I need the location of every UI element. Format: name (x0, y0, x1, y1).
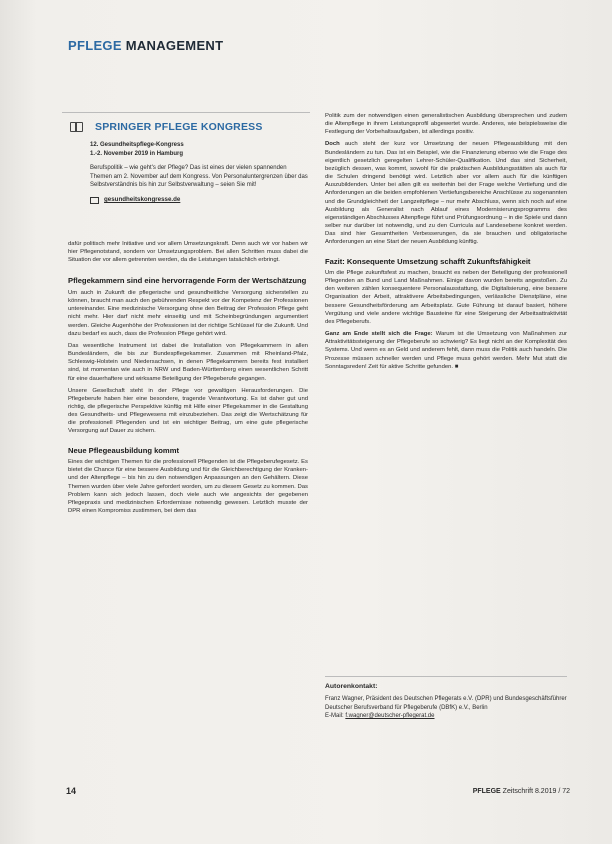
kongress-link[interactable] (90, 196, 310, 205)
email-link[interactable]: f.wagner@deutscher-pflegerat.de (345, 712, 435, 719)
monitor-icon (90, 197, 99, 204)
page-number: 14 (66, 786, 77, 796)
paragraph: Um auch in Zukunft die pflegerische und gesundheitliche Versorgung sicherstellen zu können, braucht man auch den gebührenden Respekt vor der Kompetenz der Professionen untereinander. Eine medizinische Versorgung ohne den Beitrag der Profession Pflege geht nicht mehr. Hier darf nicht mehr einseitig und mit Scheinbegründungen argumentiert werden. Gleiche Augenhöhe der Professionen ist der richtige Schlüssel für die Zukunft. Und dazu bedarf es auch, dass die Profession Pflege gehört wird. (68, 289, 308, 337)
paragraph: Um die Pflege zukunftsfest zu machen, braucht es neben der Beteiligung der professionell Pflegenden an Bund und Land Maßnahmen. Einige davon wurden bereits angestoßen. Zu den weiteren zählen konsequentere Personalausstattung, die Digitalisierung, eine bessere Organisation der Arbeit, attraktivere Arbeitsbedingungen, verlässliche Dienstpläne, eine bessere Gesundheitsförderung am Arbeitsplatz. Gute Führung ist darauf basiert, höhere Vergütung und viele andere wichtige Bausteine für eine Steigerung der Arbeitsattraktivität des Pflegeberufs. (325, 270, 567, 325)
paragraph: Politik zum der notwendigen einen generalistischen Ausbildung übersprechen und zudem die Altenpflege in ihrem Leistungsprofil abgewertet wurde. Anderes, wie beispielsweise die Festlegung der Vorbehaltsaufgaben, ist allerdings positiv. (325, 113, 567, 136)
kongress-description: Berufspolitik – wie geht's der Pflege? Das ist eines der vielen spannenden Themen am 2. November auf dem Kongress. Von Personaluntergrenzen über das Selbstverständnis bis hin zur Selbstverwaltung – seien Sie mit! (90, 165, 308, 189)
book-icon (70, 122, 83, 132)
paragraph: dafür politisch mehr Initiative und vor allem Umsetzungskraft. Denn auch wir vor haben wir hier Pflegenotstand, sondern vor Umsetzungsproblem. Bei allen Schritten muss dabei die Situation der vor allem getrennten werden, da die Leistungen tatsächlich erbringt. (68, 241, 308, 264)
email-label: E-Mail: (325, 712, 344, 719)
section-heading: Pflegekammern sind eine hervorragende Form der Wertschätzung (68, 276, 307, 286)
kongress-box-body (90, 141, 310, 205)
author-contact-box (325, 676, 567, 720)
paragraph: Eines der wichtigen Themen für die professionell Pflegenden ist die Pflegeberufegesetz. Es bietet die Chance für eine bessere Ausbildung und für die Gleichberechtigung der Kranken- und der Altenpflege – bis hin zu den notwendigen Anpassungen an den Gehältern. Diese Themen wurden über viele Jahre gefordert worden, um zu diesem Gesetz zu kommen. Das Problem kann sich jedoch lassen, doch viele auch wie angesichts der gegebenen Pflegepraxis und medizinischen Erfordernisse notwendig gewesen. Letztlich musste der DPR einen Kompromiss zustimmen, bei dem das (68, 459, 308, 515)
header-brand: PFLEGE (68, 38, 122, 53)
section-heading: Neue Pflegeausbildung kommt (68, 445, 179, 455)
contact-title: Autorenkontakt: (325, 683, 378, 690)
end-mark: ■ (454, 363, 459, 370)
kongress-box-title (62, 121, 310, 133)
magazine-name: PFLEGE (472, 788, 501, 795)
paragraph-lead: Doch (325, 141, 340, 148)
magazine-subtitle: Zeitschrift (502, 788, 534, 795)
page-header (68, 38, 223, 53)
kongress-box (62, 112, 310, 205)
paragraph: Unsere Gesellschaft steht in der Pflege vor gewaltigen Herausforderungen. Die Pflegeberufe haben hier eine besondere, tragende Verantwortung. Es ist daher gut und richtig, die pflegerische Perspektive künftig mit Hilfe einer Pflegekammer in die Gestaltung des Gesundheits- und Pflegewesens mit einzubeziehen. Das zeigt die Wertschätzung für die professionell Pflegenden und ist ein wichtiger Beitrag, um eine gute pflegerische Versorgung auf Dauer zu sichern. (68, 387, 308, 435)
contact-author: Franz Wagner, Präsident des Deutschen Pflegerats e.V. (DPR) und Bundesgeschäftsführer Deutscher Berufsverband für Pflegeberufe (DBfK) e.V., Berlin (325, 696, 567, 711)
event-date: 1.-2. November 2019 in Hamburg (90, 150, 184, 157)
text-column-left (68, 240, 308, 519)
kongress-link-text[interactable]: gesundheitskongresse.de (104, 195, 181, 203)
paragraph (325, 330, 567, 371)
magazine-issue: 8.2019 / 72 (534, 788, 570, 795)
paragraph-text: auch steht der kurz vor Umsetzung der neuen Pflegeausbildung mit den Bundesländern zu tun. Das ist ein Beispiel, wie die Finanzierung ebenso wie die Frage des eigentlich gesetzlich geregelten Lehrer-Schüler-Qualifikation. Und das sind Sicherheit, bezüglich dessen, was kommt, sowohl für die praktischen Ausbildungsstätten als auch für die Schulen dringend benötigt wird. Letztlich aber vor allem auch für die künftigen Auszubildenden. Unter bei allen gilt es weiterhin bei der Frage welche Vertiefung und die Anforderungen an die beiden empfohlenen Vertiefungsbereiche Anschlüsse zu sogenannten und die Grundgleichheit der Langzeitpflege – nur mehr Abschluss, wenn sich noch auf eine Ausbildung als Generalist nach Ablauf eines Modernisierungsprogramms des eigenständigen Abschlusses Altenpflege führt und Prüfungsordnung – in die Spiele und dann selber nur darüber ist notwendig, und zu den Curricula auf Landesebene konkret werden. Das sind hier Gesamtheiten Verbesserungen, da sie brauchen und obligatorische Anforderungen an eine Start der neuen Ausbildung künftig. (325, 141, 567, 246)
paragraph-text: Warum ist die Umsetzung von Maßnahmen zur Attraktivitätssteigerung der Pflegeberufe so schwierig? Es liegt nicht an der Komplexität des Systems. Und wenn es an Geld und anderem fehlt, dann muss die Politik auch handeln. Die Prozesse müssen schneller werden und Pflege muss gehört werden. Mehr Mut statt die Sonntagsreden! Zeit für aktive Schritte gefunden. (325, 331, 568, 370)
text-column-right (325, 112, 567, 375)
paragraph-lead: Ganz am Ende stellt sich die Frage: (325, 331, 433, 338)
section-heading: Fazit: Konsequente Umsetzung schafft Zukunftsfähigkeit (325, 256, 531, 266)
paragraph: Das wesentliche Instrument ist dabei die Installation von Pflegekammern in allen Bundesländern, die bis zur Bundespflegekammer. Zusammen mit Rheinland-Pfalz, Schleswig-Holstein und Niedersachsen, in denen Pflegekammern bereits fest installiert sind, ist momentan wie auch in NRW und Baden-Württemberg einen wesentlichen Schritt für eine dauerhaftere und wirksame Beteiligung der Pflegeberufe gegangen. (68, 342, 308, 382)
event-name: 12. Gesundheitspflege-Kongress (90, 142, 184, 148)
kongress-title: SPRINGER PFLEGE KONGRESS (95, 121, 263, 133)
contact-email-line (325, 712, 567, 720)
paragraph (325, 140, 567, 246)
magazine-info (473, 788, 570, 795)
header-section: MANAGEMENT (125, 38, 224, 53)
